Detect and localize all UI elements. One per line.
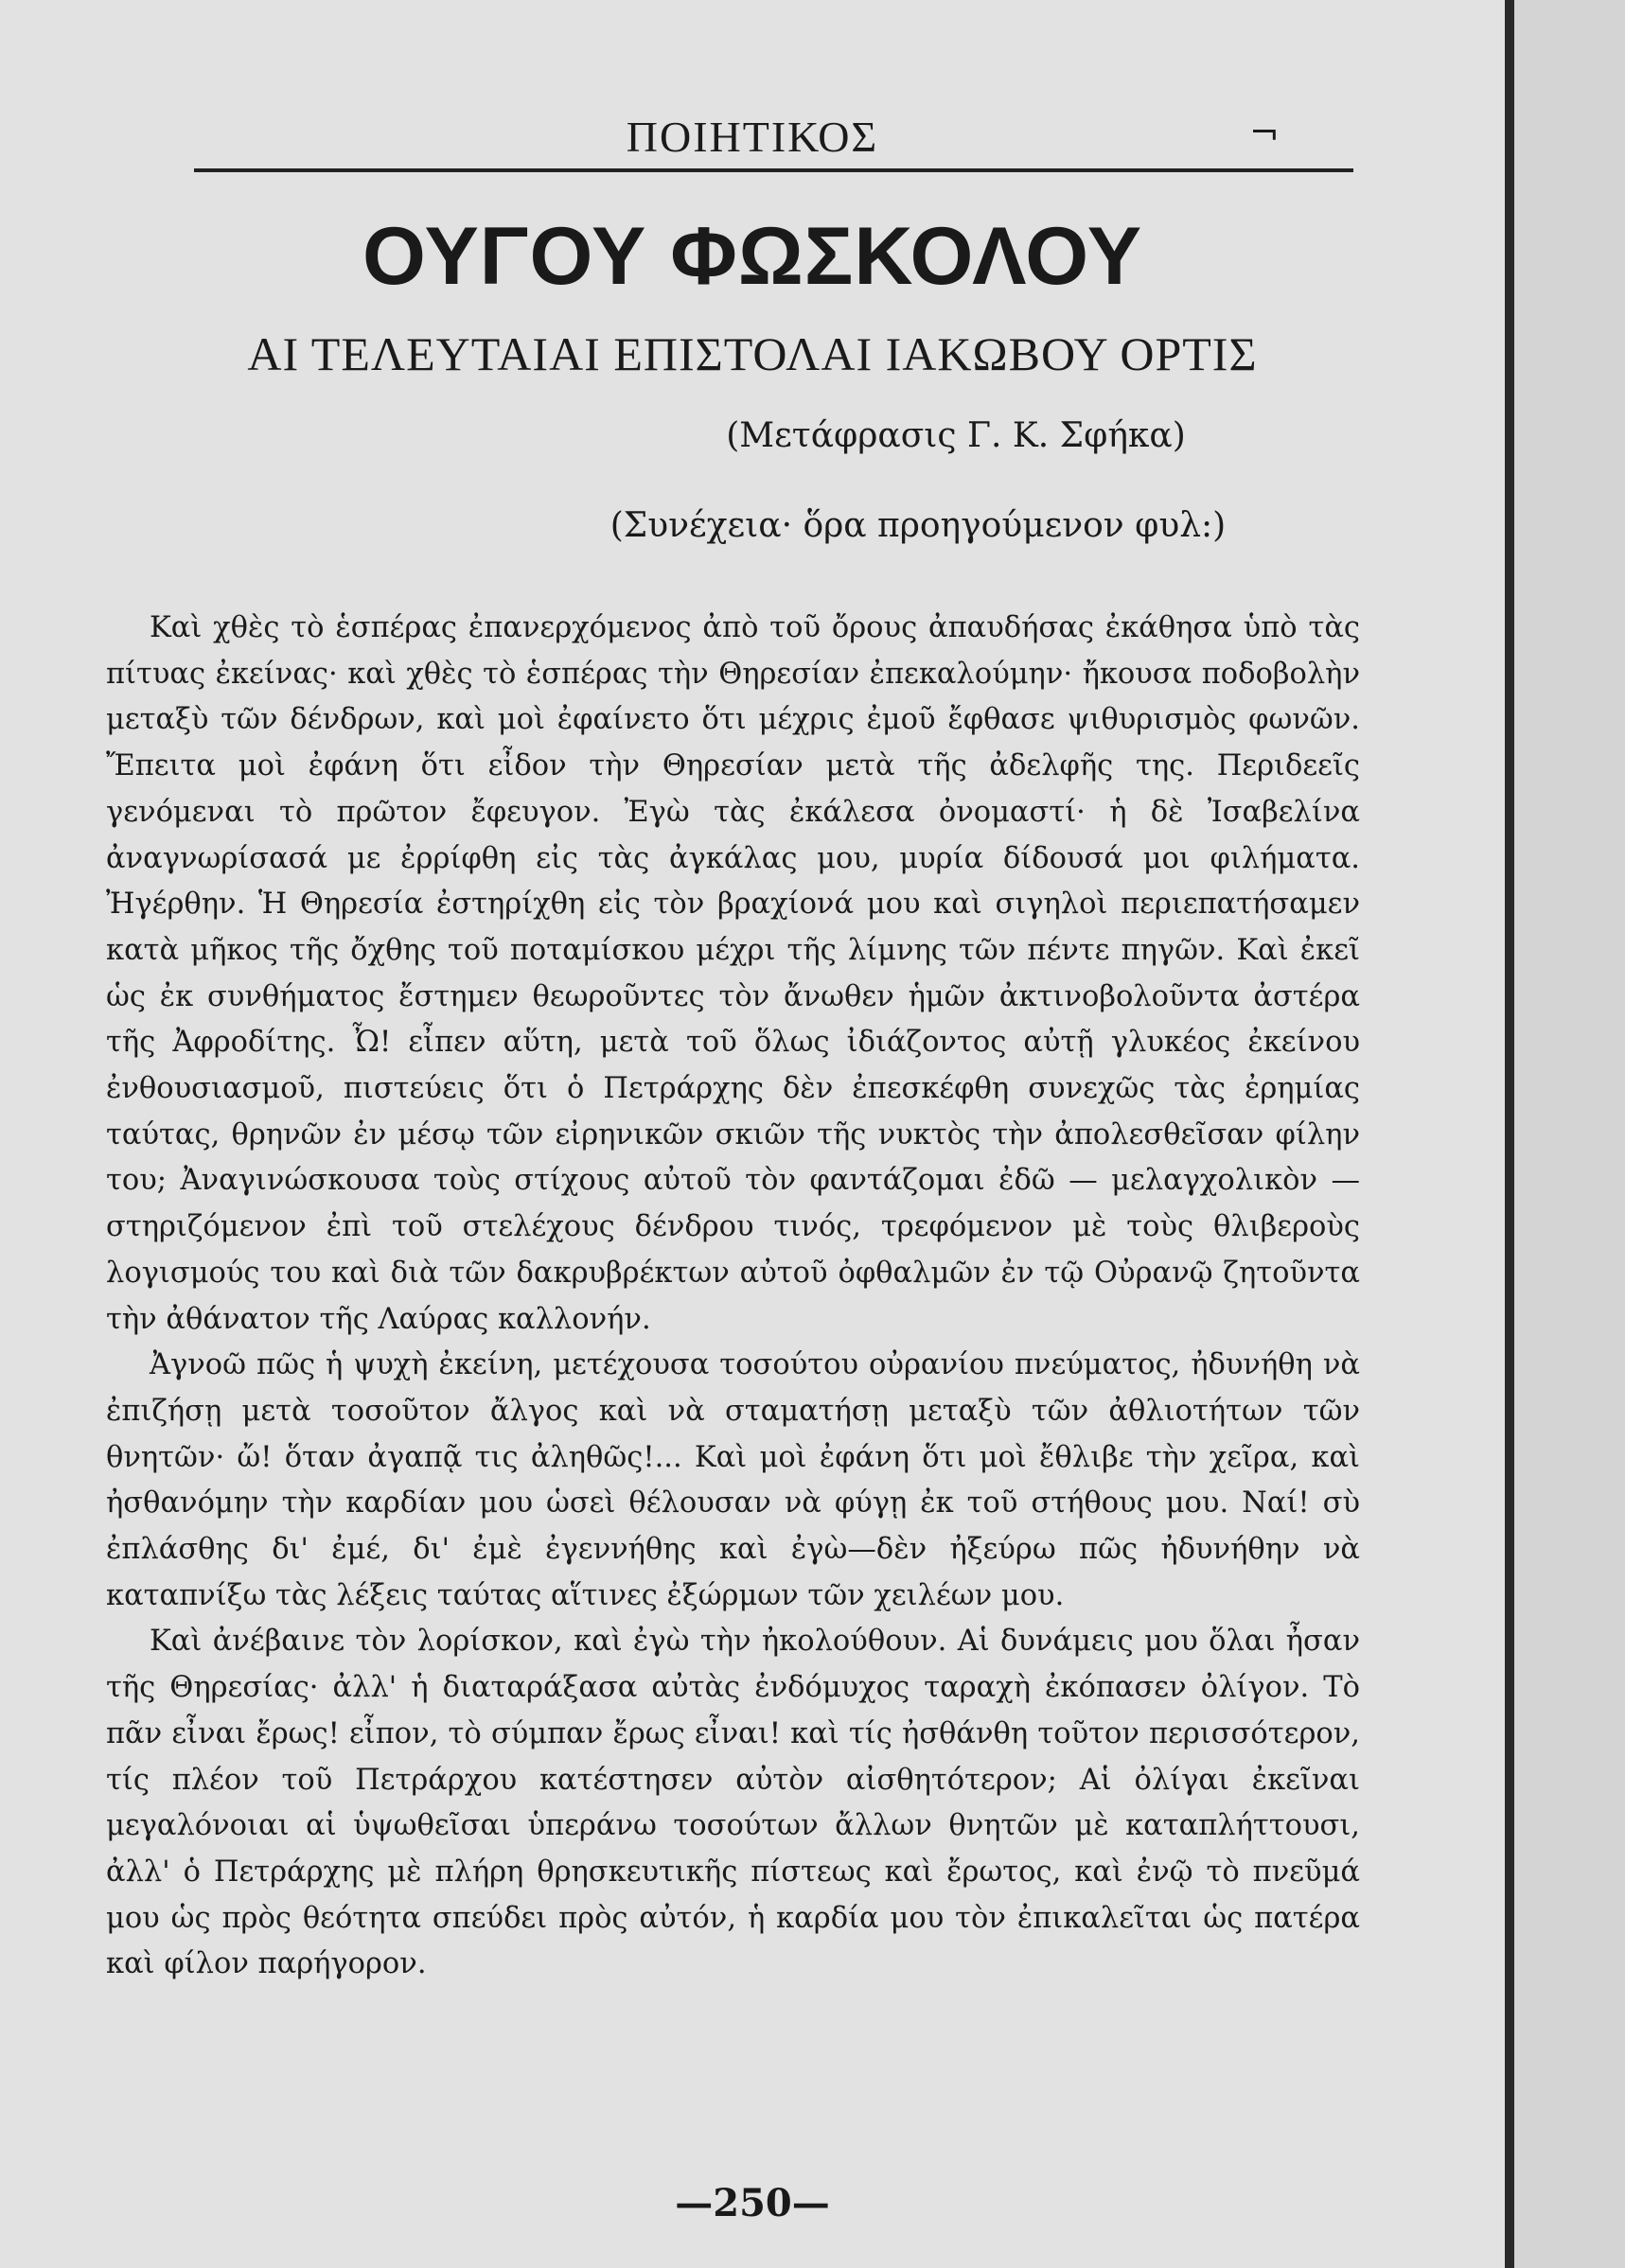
paragraph: Ἀγνοῶ πῶς ἡ ψυχὴ ἐκείνη, μετέχουσα τοσούτου οὐρανίου πνεύματος, ἠδυνήθη νὰ ἐπιζήσῃ μετὰ τοσοῦτον ἄλγος καὶ νὰ σταματήσῃ μεταξὺ τῶν ἀθλιοτήτων τῶν θνητῶν· ὤ! ὅταν ἀγαπᾷ τις ἀληθῶς!... Καὶ μοὶ ἐφάνη ὅτι μοὶ ἔθλιβε τὴν χεῖρα, καὶ ἠσθανόμην τὴν καρδίαν μου ὡσεὶ θέλουσαν νὰ φύγῃ ἐκ τοῦ στήθους μου. Ναί! σὺ ἐπλάσθης δι' ἐμέ, δι' ἐμὲ ἐγεννήθης καὶ ἐγὼ—δὲν ἠξεύρω πῶς ἠδυνήθην νὰ καταπνίξω τὰς λέξεις ταύτας αἵτινες ἐξώρμων τῶν χειλέων μου.: [106, 1348, 1360, 1612]
translator-credit: (Μετάφρασις Γ. Κ. Σφήκα): [726, 416, 1186, 455]
continuation-note: (Συνέχεια· ὅρα προηγούμενον φυλ:): [609, 506, 1227, 545]
corner-mark: ¬: [1249, 112, 1280, 153]
paragraph: Καὶ ἀνέβαινε τὸν λορίσκον, καὶ ἐγὼ τὴν ἠκολούθουν. Αἱ δυνάμεις μου ὅλαι ἦσαν τῆς Θηρεσίας· ἀλλ' ἡ διαταράξασα αὐτὰς ἐνδόμυχος ταραχὴ ἐκόπασεν ὀλίγον. Τὸ πᾶν εἶναι ἔρως! εἶπον, τὸ σύμπαν ἔρως εἶναι! καὶ τίς ἠσθάνθη τοῦτον περισσότερον, τίς πλέον τοῦ Πετράρχου κατέστησεν αὐτὸν αἰσθητότερον; Αἱ ὀλίγαι ἐκεῖναι μεγαλόνοιαι αἱ ὑψωθεῖσαι ὑπεράνω τοσούτων ἄλλων θνητῶν μὲ καταπλήττουσι, ἀλλ' ὁ Πετράρχης μὲ πλήρη θρησκευτικῆς πίστεως καὶ ἔρωτος, καὶ ἐνῷ τὸ πνεῦμά μου ὡς πρὸς θεότητα σπεύδει πρὸς αὐτόν, ἡ καρδία μου τὸν ἐπικαλεῖται ὡς πατέρα καὶ φίλον παρήγορον.: [106, 1625, 1360, 1981]
opposite-page-edge: [1514, 0, 1625, 2268]
page-number: —250—: [675, 2181, 830, 2225]
book-spine: [1505, 0, 1514, 2268]
work-title: ΑΙ ΤΕΛΕΥΤΑΙΑΙ ΕΠΙΣΤΟΛΑΙ ΙΑΚΩΒΟΥ ΟΡΤΙΣ: [247, 327, 1258, 380]
running-head: ΠΟΙΗΤΙΚΟΣ: [626, 113, 879, 161]
header-rule: [194, 168, 1353, 172]
author-heading: ΟΥΓΟΥ ΦΩΣΚΟΛΟΥ: [362, 211, 1143, 302]
paragraph: Καὶ χθὲς τὸ ἑσπέρας ἐπανερχόμενος ἀπὸ τοῦ ὄρους ἀπαυδήσας ἐκάθησα ὑπὸ τὰς πίτυας ἐκείνας· καὶ χθὲς τὸ ἑσπέρας τὴν Θηρεσίαν ἐπεκαλούμην· ἤκουσα ποδοβολὴν μεταξὺ τῶν δένδρων, καὶ μοὶ ἐφαίνετο ὅτι μέχρις ἐμοῦ ἔφθασε ψιθυρισμὸς φωνῶν. Ἔπειτα μοὶ ἐφάνη ὅτι εἶδον τὴν Θηρεσίαν μετὰ τῆς ἀδελφῆς της. Περιδεεῖς γενόμεναι τὸ πρῶτον ἔφευγον. Ἐγὼ τὰς ἐκάλεσα ὀνομαστί· ἡ δὲ Ἰσαβελίνα ἀναγνωρίσασά με ἐρρίφθη εἰς τὰς ἀγκάλας μου, μυρία δίδουσά μοι φιλήματα. Ἠγέρθην. Ἡ Θηρεσία ἐστηρίχθη εἰς τὸν βραχίονά μου καὶ σιγηλοὶ περιεπατήσαμεν κατὰ μῆκος τῆς ὄχθης τοῦ ποταμίσκου μέχρι τῆς λίμνης τῶν πέντε πηγῶν. Καὶ ἐκεῖ ὡς ἐκ συνθήματος ἔστημεν θεωροῦντες τὸν ἄνωθεν ἡμῶν ἀκτινοβολοῦντα ἀστέρα τῆς Ἀφροδίτης. Ὦ! εἶπεν αὕτη, μετὰ τοῦ ὅλως ἰδιάζοντος αὐτῇ γλυκέος ἐκείνου ἐνθουσιασμοῦ, πιστεύεις ὅτι ὁ Πετράρχης δὲν ἐπεσκέφθη συνεχῶς τὰς ἐρημίας ταύτας, θρηνῶν ἐν μέσῳ τῶν εἰρηνικῶν σκιῶν τῆς νυκτὸς τὴν ἀπολεσθεῖσαν φίλην του; Ἀναγινώσκουσα τοὺς στίχους αὐτοῦ τὸν φαντάζομαι ἐδῶ — μελαγχολικὸν — στηριζόμενον ἐπὶ τοῦ στελέχους δένδρου τινός, τρεφόμενον μὲ τοὺς θλιβεροὺς λογισμούς του καὶ διὰ τῶν δακρυβρέκτων αὐτοῦ ὀφθαλμῶν ἐν τῷ Οὐρανῷ ζητοῦντα τὴν ἀθάνατον τῆς Λαύρας καλλονήν.: [106, 611, 1360, 1336]
article-body: [106, 606, 1360, 1988]
